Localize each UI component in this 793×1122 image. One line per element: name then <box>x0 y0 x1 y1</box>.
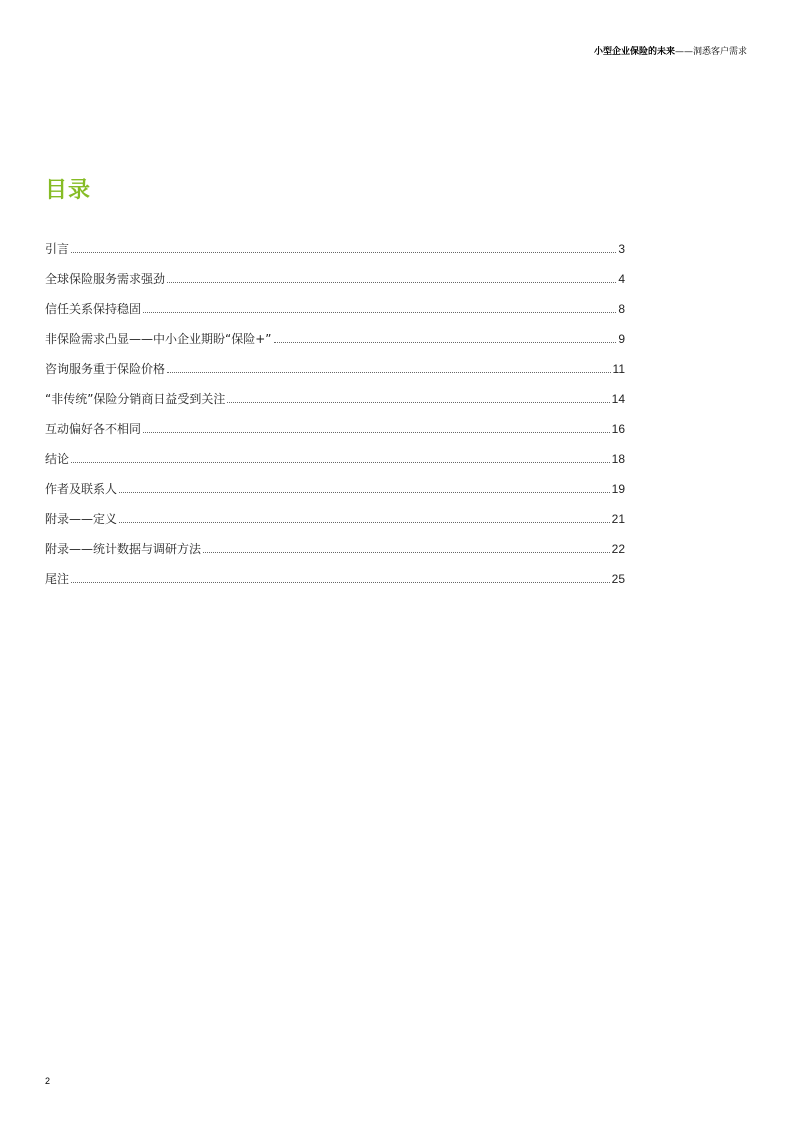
toc-dot-leader <box>203 551 610 553</box>
toc-entry-label: 附录——定义 <box>45 512 118 526</box>
running-header <box>594 44 747 57</box>
toc-dot-leader <box>71 461 610 463</box>
toc-entry-label: 咨询服务重于保险价格 <box>45 362 166 376</box>
toc-dot-leader <box>167 281 616 283</box>
toc-entry-endnotes[interactable] <box>45 556 625 586</box>
running-header-title: 小型企业保险的未来 <box>593 47 675 57</box>
toc-entry-label: 非保险需求凸显——中小企业期盼“保险+” <box>45 332 272 346</box>
toc-entry-interaction-preferences[interactable] <box>45 406 625 436</box>
toc-entry-trust[interactable] <box>45 286 625 316</box>
toc-entry-label: 互动偏好各不相同 <box>45 422 142 436</box>
toc-entry-non-traditional-distributors[interactable] <box>45 376 625 406</box>
toc-dot-leader <box>227 401 609 403</box>
toc-entry-page: 4 <box>618 272 625 286</box>
toc-entry-label: 作者及联系人 <box>45 482 118 496</box>
toc-entry-label: 全球保险服务需求强劲 <box>45 272 166 286</box>
toc-dot-leader <box>167 371 611 373</box>
toc-entry-label: 引言 <box>45 242 70 256</box>
toc-entry-page: 19 <box>611 482 625 496</box>
toc-list <box>45 226 625 586</box>
toc-entry-label: “非传统”保险分销商日益受到关注 <box>45 392 226 406</box>
toc-entry-appendix-definitions[interactable] <box>45 496 625 526</box>
toc-entry-page: 25 <box>611 572 625 586</box>
toc-entry-page: 14 <box>611 392 625 406</box>
toc-dot-leader <box>119 491 610 493</box>
toc-entry-advisory-over-price[interactable] <box>45 346 625 376</box>
toc-entry-label: 结论 <box>45 452 70 466</box>
toc-entry-page: 22 <box>611 542 625 556</box>
toc-entry-authors-contacts[interactable] <box>45 466 625 496</box>
toc-title: 目录 <box>45 178 92 203</box>
toc-entry-page: 21 <box>611 512 625 526</box>
toc-entry-global-demand[interactable] <box>45 256 625 286</box>
toc-entry-page: 11 <box>612 362 625 376</box>
toc-entry-appendix-methodology[interactable] <box>45 526 625 556</box>
toc-entry-page: 8 <box>618 302 625 316</box>
page-number: 2 <box>45 1076 51 1086</box>
toc-dot-leader <box>119 521 610 523</box>
toc-dot-leader <box>143 431 610 433</box>
toc-dot-leader <box>274 341 617 343</box>
toc-entry-label: 附录——统计数据与调研方法 <box>45 542 202 556</box>
toc-dot-leader <box>71 251 616 253</box>
toc-entry-page: 3 <box>618 242 625 256</box>
toc-entry-label: 信任关系保持稳固 <box>45 302 142 316</box>
toc-entry-introduction[interactable] <box>45 226 625 256</box>
toc-entry-non-insurance-needs[interactable] <box>45 316 625 346</box>
toc-entry-page: 18 <box>611 452 625 466</box>
toc-dot-leader <box>143 311 616 313</box>
toc-entry-page: 9 <box>618 332 625 346</box>
toc-entry-page: 16 <box>611 422 625 436</box>
toc-entry-conclusion[interactable] <box>45 436 625 466</box>
running-header-subtitle: ——洞悉客户需求 <box>674 47 747 57</box>
toc-dot-leader <box>71 581 610 583</box>
toc-entry-label: 尾注 <box>45 572 70 586</box>
